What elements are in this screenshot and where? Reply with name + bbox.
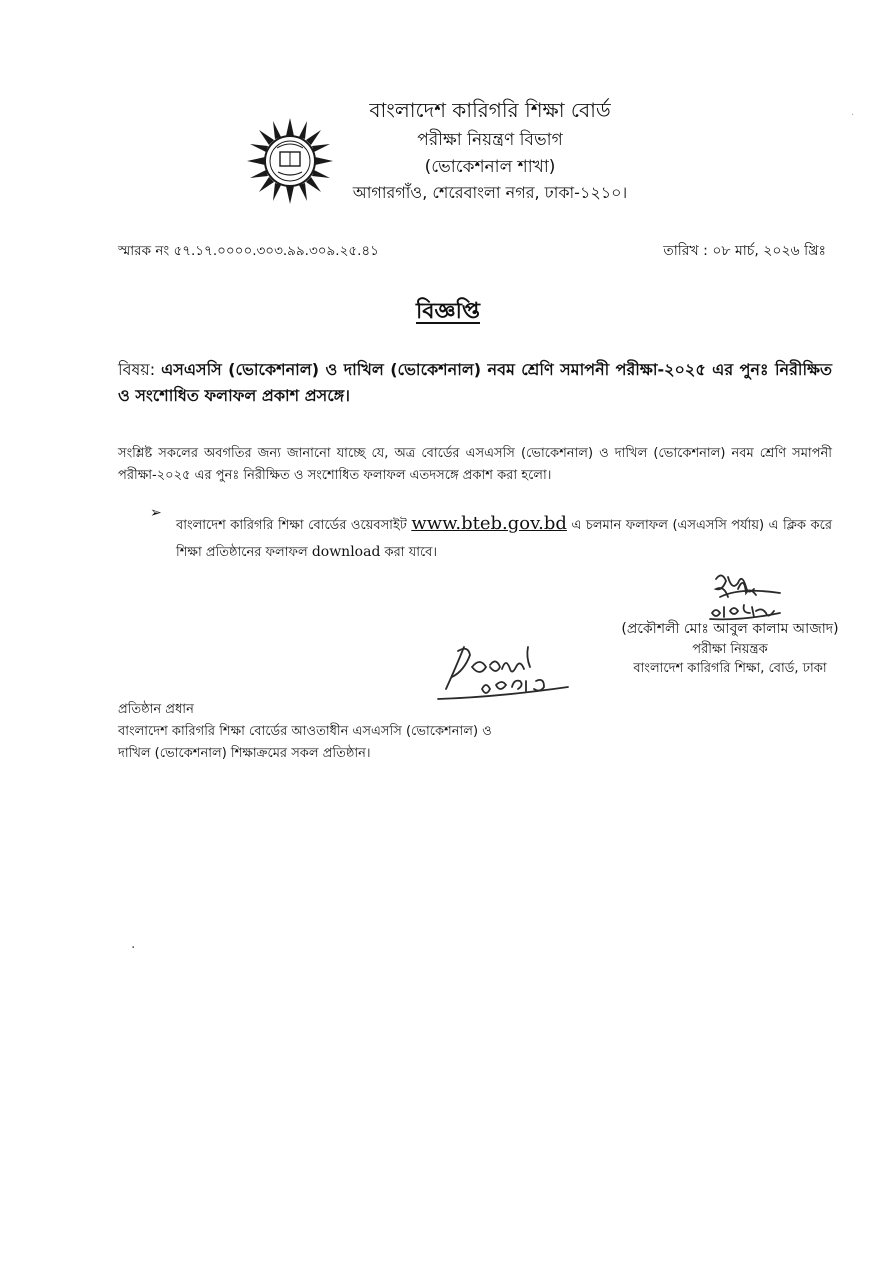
recipient-title: প্রতিষ্ঠান প্রধান [118,702,194,717]
scan-mark-small: · [851,110,855,121]
website-link[interactable]: www.bteb.gov.bd [411,513,567,534]
notice-title-wrap [0,294,896,331]
notice-title: বিজ্ঞপ্তি [416,299,480,324]
bullet-text-part2: এ চলমান ফলাফল (এসএসসি পর্যায়) এ ক্লিক করে শিক্ষা প্রতিষ্ঠানের ফলাফল [176,518,832,560]
signatory-office: বাংলাদেশ কারিগরি শিক্ষা, বোর্ড, ঢাকা [633,661,827,676]
signatory-name: (প্রকৌশলী মোঃ আবুল কালাম আজাদ) [621,621,839,637]
body-paragraph: সংশ্লিষ্ট সকলের অবগতির জন্য জানানো যাচ্ছে যে, অত্র বোর্ডের এসএসসি (ভোকেশনাল) ও দাখিল (ভোকেশনাল) নবম শ্রেণি সমাপনী পরীক্ষা-২০২৫ এর পুনঃ নিরীক্ষিত ও সংশোধিত ফলাফল এতদসঙ্গে প্রকাশ করা হলো। [118,446,832,484]
recipient-line-3: দাখিল (ভোকেশনাল) শিক্ষাক্রমের সকল প্রতিষ্ঠান। [118,746,371,761]
office-address: আগারগাঁও, শেরেবাংলা নগর, ঢাকা-১২১০। [352,183,628,202]
subject-line [118,357,832,408]
download-word: download [311,543,381,560]
board-seal-logo [247,118,333,204]
recipient-line-2: বাংলাদেশ কারিগরি শিক্ষা বোর্ডের আওতাধীন এসএসসি (ভোকেশনাল) ও [118,724,492,739]
board-name: বাংলাদেশ কারিগরি শিক্ষা বোর্ড [369,98,611,122]
bullet-arrow-icon: ➢ [150,505,162,521]
branch-name: (ভোকেশনাল শাখা) [424,157,556,177]
subject-label: বিষয়: [118,360,156,379]
signatory-designation: পরীক্ষা নিয়ন্ত্রক [692,642,768,657]
memo-number: স্মারক নং ৫৭.১৭.০০০০.৩০৩.৯৯.৩০৯.২৫.৪১ [118,243,379,259]
bullet-text-part1: বাংলাদেশ কারিগরি শিক্ষা বোর্ডের ওয়েবসাইট [176,518,412,533]
memo-date: তারিখ : ০৮ মার্চ, ২০২৬ খ্রিঃ [663,243,826,259]
division-name: পরীক্ষা নিয়ন্ত্রণ বিভাগ [417,130,563,150]
bullet-instruction [176,508,832,564]
bullet-text-part3: করা যাবে। [380,544,438,560]
scan-mark: · [131,940,136,956]
subject-text: এসএসসি (ভোকেশনাল) ও দাখিল (ভোকেশনাল) নবম শ্রেণি সমাপনী পরীক্ষা-২০২৫ এর পুনঃ নিরীক্ষিত ও সংশোধিত ফলাফল প্রকাশ প্রসঙ্গে। [118,360,833,405]
initial-signature [428,637,578,707]
